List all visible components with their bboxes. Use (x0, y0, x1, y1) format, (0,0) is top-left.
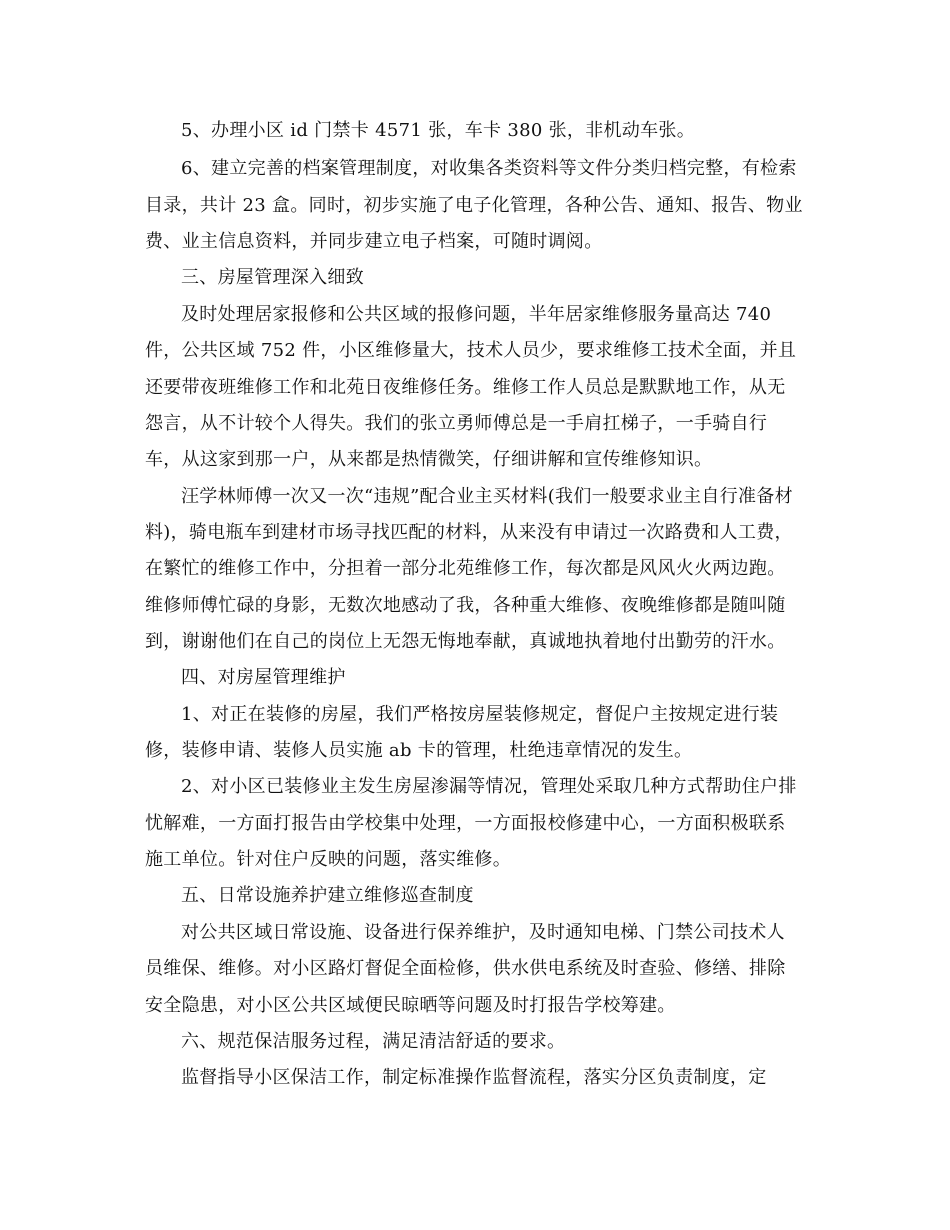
text-line: 费、业主信息资料，并同步建立电子档案，可随时调阅。 (145, 231, 603, 252)
section-heading: 六、规范保洁服务过程，满足清洁舒适的要求。 (181, 1031, 566, 1052)
text-line: 在繁忙的维修工作中，分担着一部分北苑维修工作，每次都是风风火火两边跑。 (145, 558, 786, 579)
text-line: 6、建立完善的档案管理制度，对收集各类资料等文件分类归档完整，有检索 (181, 158, 797, 179)
text-line: 对公共区域日常设施、设备进行保养维护，及时通知电梯、门禁公司技术人 (181, 922, 785, 943)
text-line: 1、对正在装修的房屋，我们严格按房屋装修规定，督促户主按规定进行装 (181, 704, 779, 725)
text-line: 维修师傅忙碌的身影，无数次地感动了我，各种重大维修、夜晚维修都是随叫随 (145, 595, 786, 616)
section-heading: 三、房屋管理深入细致 (181, 267, 364, 288)
text-line: 2、对小区已装修业主发生房屋渗漏等情况，管理处采取几种方式帮助住户排 (181, 776, 797, 797)
text-line: 汪学林师傅一次又一次“违规”配合业主买材料(我们一般要求业主自行准备材 (181, 486, 793, 507)
text-line: 还要带夜班维修工作和北苑日夜维修任务。维修工作人员总是默默地工作，从无 (145, 377, 786, 398)
section-heading: 五、日常设施养护建立维修巡查制度 (181, 885, 474, 906)
text-line: 件，公共区域 752 件，小区维修量大，技术人员少，要求维修工技术全面，并且 (145, 340, 797, 361)
text-line: 忧解难，一方面打报告由学校集中处理，一方面报校修建中心，一方面积极联系 (145, 813, 786, 834)
text-line: 安全隐患，对小区公共区域便民晾晒等问题及时打报告学校筹建。 (145, 995, 676, 1016)
text-line: 怨言，从不计较个人得失。我们的张立勇师傅总是一手肩扛梯子，一手骑自行 (145, 413, 768, 434)
text-line: 及时处理居家报修和公共区域的报修问题，半年居家维修服务量高达 740 (181, 304, 772, 325)
text-line: 目录，共计 23 盒。同时，初步实施了电子化管理，各种公告、通知、报告、物业 (145, 195, 803, 216)
text-line: 到，谢谢他们在自己的岗位上无怨无悔地奉献，真诚地执着地付出勤劳的汗水。 (145, 631, 786, 652)
section-heading: 四、对房屋管理维护 (181, 667, 346, 688)
text-line: 5、办理小区 id 门禁卡 4571 张，车卡 380 张，非机动车张。 (181, 120, 696, 141)
text-line: 施工单位。针对住户反映的问题，落实维修。 (145, 849, 511, 870)
text-line: 车，从这家到那一户，从来都是热情微笑，仔细讲解和宣传维修知识。 (145, 449, 713, 470)
text-line: 料)，骑电瓶车到建材市场寻找匹配的材料，从来没有申请过一次路费和人工费， (145, 522, 793, 543)
text-line: 员维保、维修。对小区路灯督促全面检修，供水供电系统及时查验、修缮、排除 (145, 958, 786, 979)
text-line: 监督指导小区保洁工作，制定标准操作监督流程，落实分区负责制度，定 (181, 1067, 767, 1088)
text-line: 修，装修申请、装修人员实施 ab 卡的管理，杜绝违章情况的发生。 (145, 740, 693, 761)
